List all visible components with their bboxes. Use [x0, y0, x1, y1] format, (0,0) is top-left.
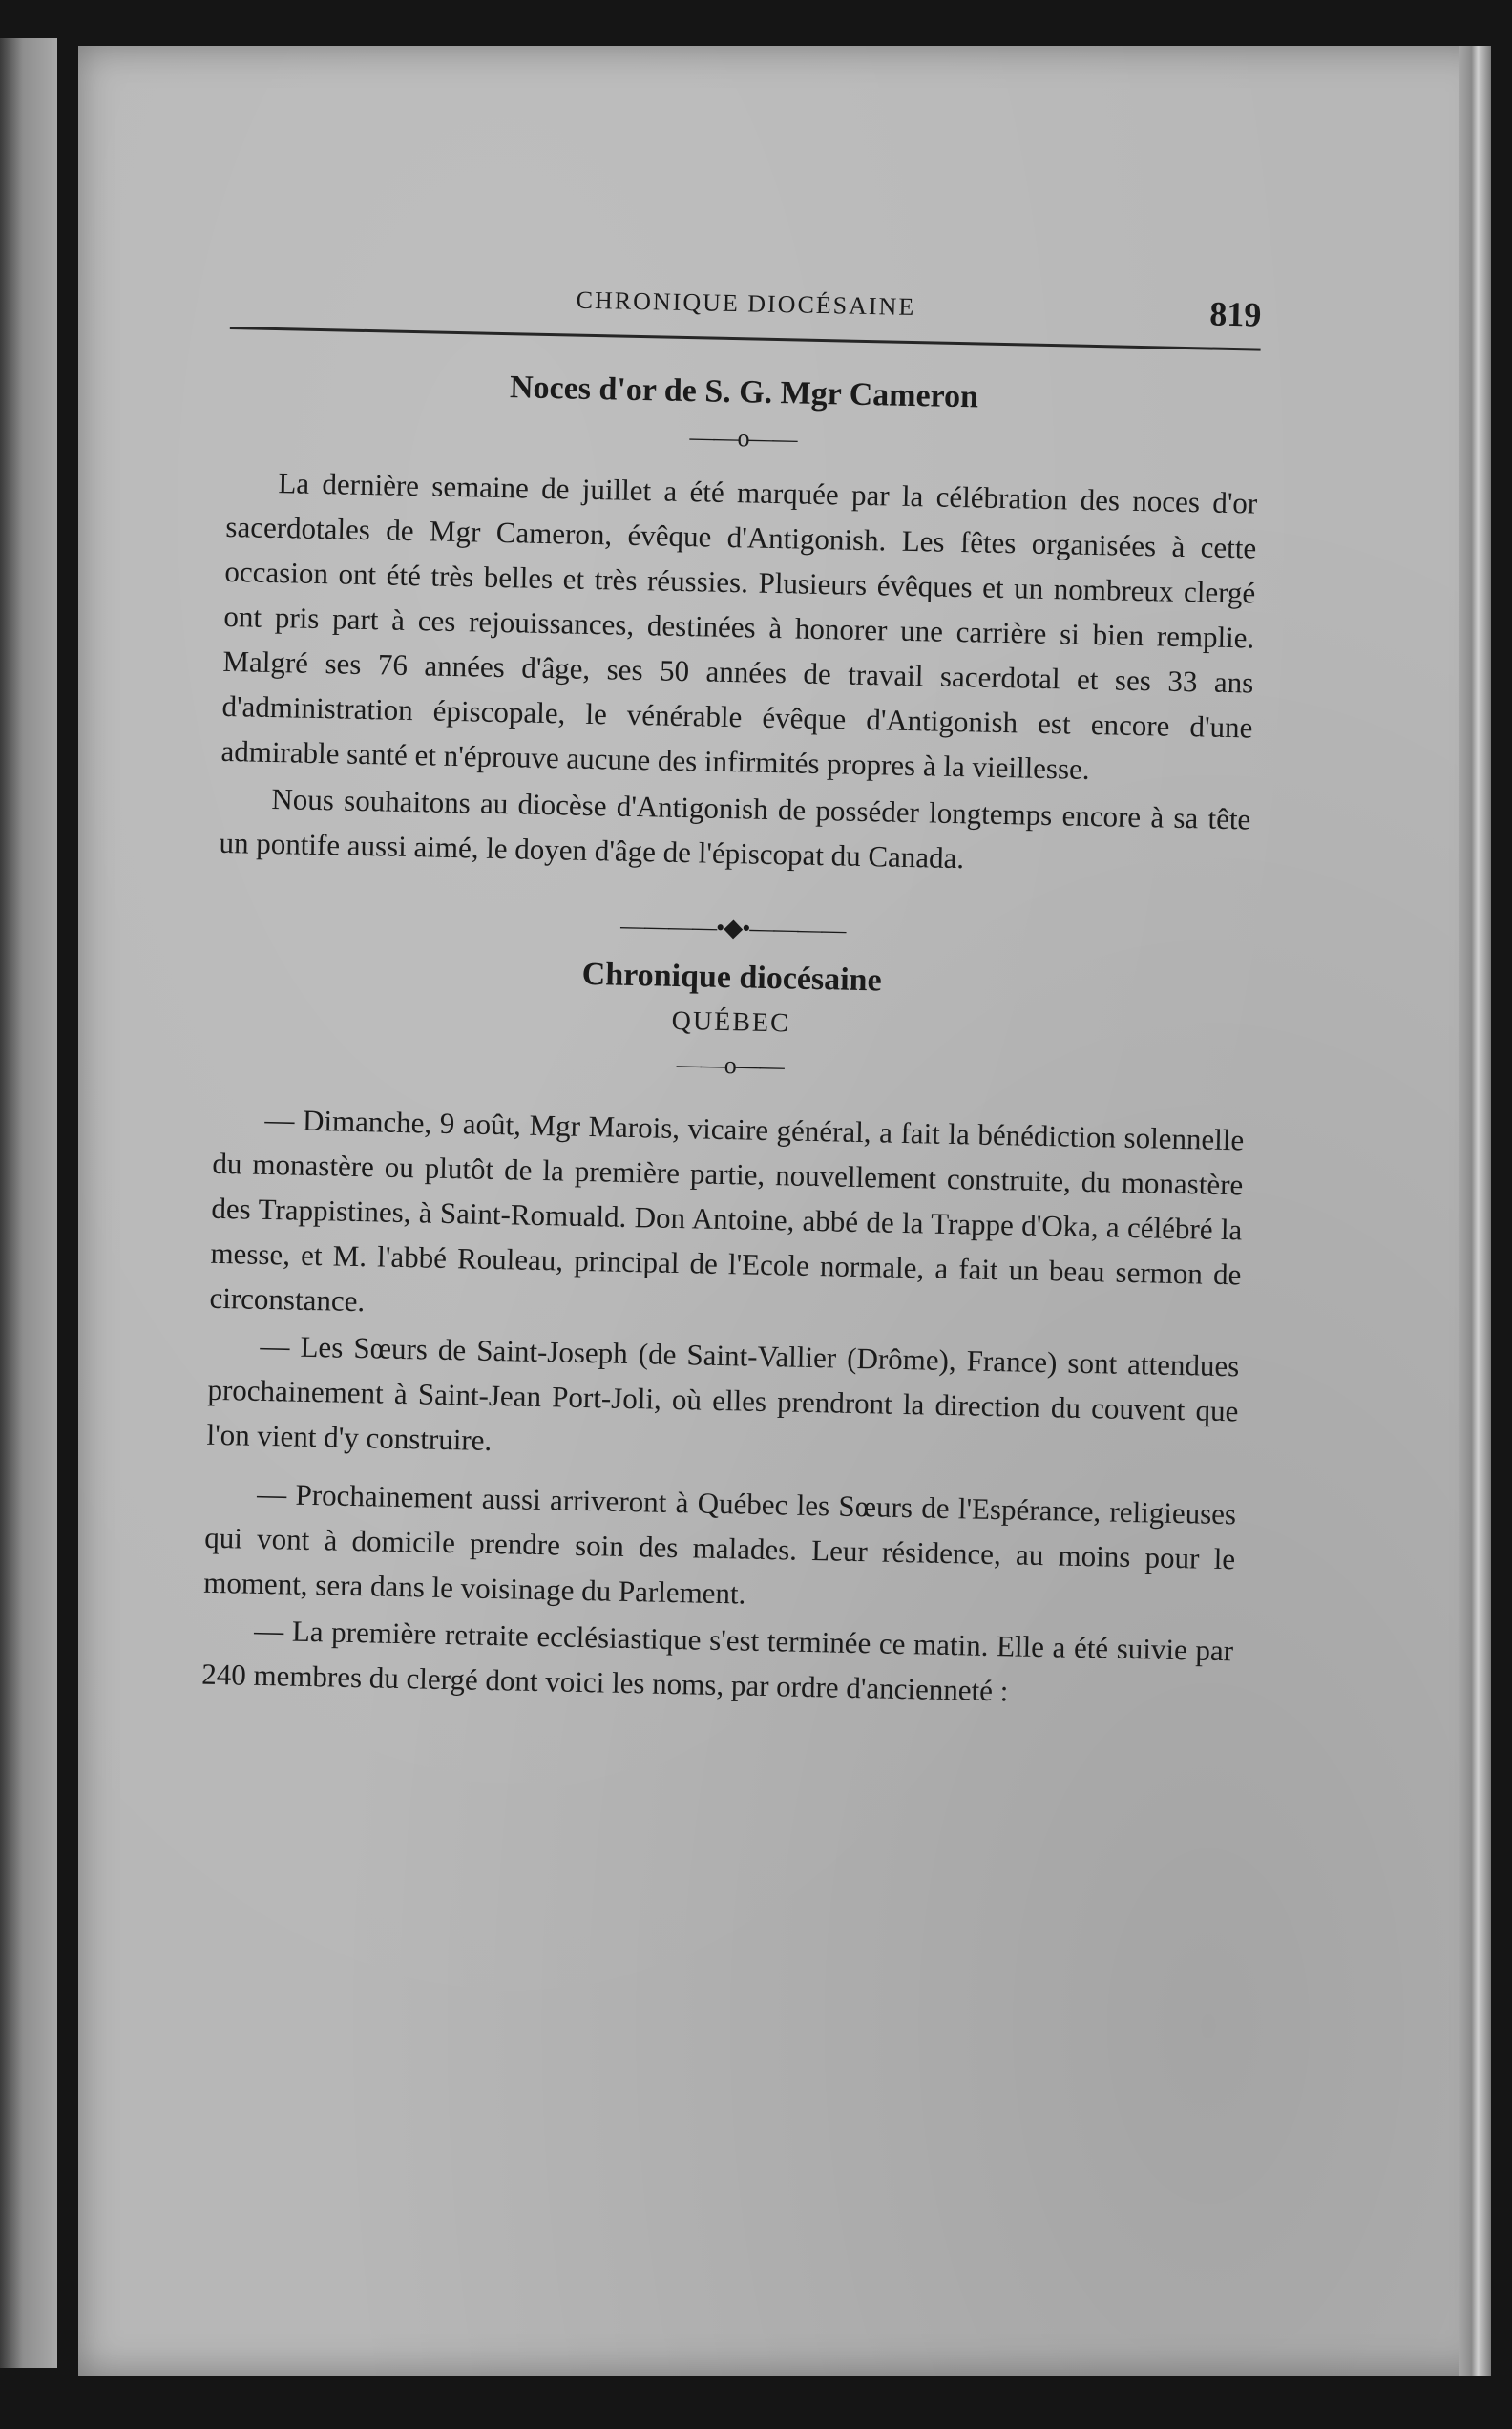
section-ornament: ——o—— — [689, 423, 797, 454]
paragraph: La dernière semaine de juillet a été marquée par la célébration des noces d'or sacerdotales de Mgr Cameron, évêque d'Antigonish. Les fêtes organisées à cette occasion ont été très belles et très réussies. Plusieurs évêques et un nombreux clergé ont pris part à ces rejouissances, destinées à honorer une carrière si bien remplie. Malgré ses 76 années d'âge, ses 50 années de travail sacerdotal et ses 33 ans d'administration épiscopale, le vénérable évêque d'Antigonish est encore d'une admirable santé et n'éprouve aucune des infirmités propres à la vieillesse. — [220, 466, 1258, 786]
section-ornament: ——o—— — [676, 1049, 785, 1081]
text-column — [201, 275, 1262, 1718]
page-number: 819 — [1208, 294, 1262, 334]
section-title-noces-dor: Noces d'or de S. G. Mgr Cameron — [509, 370, 979, 415]
section-subtitle-quebec: QUÉBEC — [671, 1005, 791, 1039]
section-divider: ————•◆•———— — [620, 911, 846, 944]
paragraph: Nous souhaitons au diocèse d'Antigonish de posséder longtemps encore à sa tête un pontife aussi aimé, le doyen d'âge de l'épiscopat du Canada. — [219, 782, 1251, 876]
running-head — [230, 275, 1262, 351]
section-title-chronique: Chronique diocésaine — [581, 956, 883, 999]
paragraph: — Dimanche, 9 août, Mgr Marois, vicaire général, a fait la bénédiction solennelle du monastère ou plutôt de la première partie, nouvellement construite, du monastère des Trappistines, à Saint-Romuald. Don Antoine, abbé de la Trappe d'Oka, a célébré la messe, et M. l'abbé Rouleau, principal de l'Ecole normale, a fait un beau sermon de circonstance. — [209, 1102, 1245, 1319]
previous-page-edge — [0, 38, 57, 2368]
paragraph: — La première retraite ecclésiastique s'est terminée ce matin. Elle a été suivie par 240 membres du clergé dont voici les noms, par ordre d'ancienneté : — [200, 1613, 1234, 1708]
book-page — [78, 46, 1491, 2376]
page-stack-edge — [1459, 46, 1491, 2376]
paragraph: — Prochainement aussi arriveront à Québec les Sœurs de l'Espérance, religieuses qui vont à domicile prendre soin des malades. Leur résidence, au moins pour le moment, sera dans le voisinage du Parlement. — [202, 1476, 1237, 1611]
paragraph: — Les Sœurs de Saint-Joseph (de Saint-Vallier (Drôme), France) sont attendues prochainement à Saint-Jean Port-Joli, où elles prendront la direction du couvent que l'on vient d'y construire. — [206, 1328, 1240, 1457]
running-head-title: CHRONIQUE DIOCÉSAINE — [576, 285, 916, 322]
